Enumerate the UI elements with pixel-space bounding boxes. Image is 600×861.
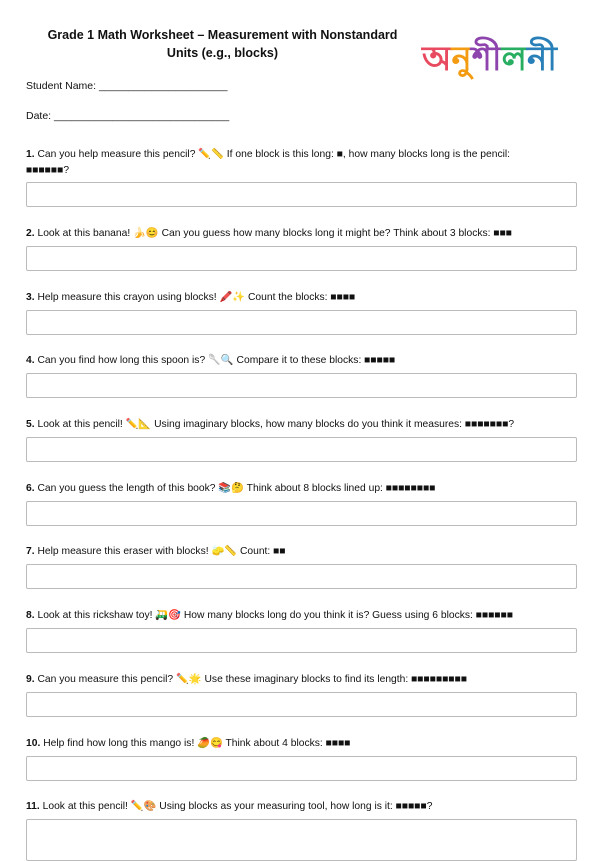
question-number: 3. (26, 292, 35, 303)
answer-box-4[interactable] (26, 373, 577, 398)
question-number: 7. (26, 546, 35, 557)
date-field[interactable]: Date: ______________________________ (26, 110, 230, 122)
question-7 (26, 544, 576, 560)
question-number: 5. (26, 419, 35, 430)
question-10 (26, 736, 576, 752)
question-text: Can you guess the length of this book? 📚🤔 Think about 8 blocks lined up: ■■■■■■■■ (37, 483, 436, 494)
student-name-field[interactable]: Student Name: ______________________ (26, 80, 228, 92)
answer-box-6[interactable] (26, 501, 577, 526)
answer-box-5[interactable] (26, 437, 577, 462)
question-number: 8. (26, 610, 35, 621)
title-line-1: Grade 1 Math Worksheet – Measurement with Nonstandard (47, 28, 398, 42)
question-4 (26, 353, 576, 369)
question-number: 11. (26, 801, 40, 812)
answer-box-11[interactable] (26, 819, 577, 861)
question-text: Can you measure this pencil? ✏️🌟 Use these imaginary blocks to find its length: ■■■■■■■■■ (37, 674, 468, 685)
question-text: Look at this pencil! ✏️📐 Using imaginary blocks, how many blocks do you think it measures: ■■■■■■■? (37, 419, 515, 430)
question-text: Look at this rickshaw toy! 🛺🎯 How many blocks long do you think it is? Guess using 6 blocks: ■■■■■■ (37, 610, 514, 621)
question-text-continued: ■■■■■■? (26, 165, 70, 176)
question-text: Help find how long this mango is! 🥭😋 Think about 4 blocks: ■■■■ (43, 738, 351, 749)
question-text: Can you help measure this pencil? ✏️📏 If one block is this long: ■, how many blocks long is the pencil: (37, 149, 511, 160)
question-number: 1. (26, 149, 35, 160)
question-text: Help measure this eraser with blocks! 🧽📏 Count: ■■ (37, 546, 286, 557)
question-1 (26, 147, 576, 179)
question-11 (26, 799, 576, 815)
question-5 (26, 417, 576, 433)
title-line-2: Units (e.g., blocks) (166, 46, 279, 60)
answer-box-2[interactable] (26, 246, 577, 271)
question-text: Can you find how long this spoon is? 🥄🔍 Compare it to these blocks: ■■■■■ (37, 355, 396, 366)
question-text: Look at this banana! 🍌😊 Can you guess how many blocks long it might be? Think about 3 blocks: ■■■ (37, 228, 513, 239)
answer-box-9[interactable] (26, 692, 577, 717)
answer-box-10[interactable] (26, 756, 577, 781)
answer-box-3[interactable] (26, 310, 577, 335)
answer-box-1[interactable] (26, 182, 577, 207)
question-number: 6. (26, 483, 35, 494)
worksheet-title (20, 26, 425, 62)
question-number: 9. (26, 674, 35, 685)
question-6 (26, 481, 576, 497)
anushiloni-logo (420, 34, 580, 82)
question-number: 2. (26, 228, 35, 239)
question-number: 4. (26, 355, 35, 366)
answer-box-7[interactable] (26, 564, 577, 589)
question-2 (26, 226, 576, 242)
question-3 (26, 290, 576, 306)
question-9 (26, 672, 576, 688)
svg-text:অনুশীলনী: অনুশীলনী (422, 39, 557, 79)
answer-box-8[interactable] (26, 628, 577, 653)
question-8 (26, 608, 576, 624)
question-text: Look at this pencil! ✏️🎨 Using blocks as your measuring tool, how long is it: ■■■■■? (42, 801, 433, 812)
question-text: Help measure this crayon using blocks! 🖍️✨ Count the blocks: ■■■■ (37, 292, 356, 303)
question-number: 10. (26, 738, 41, 749)
